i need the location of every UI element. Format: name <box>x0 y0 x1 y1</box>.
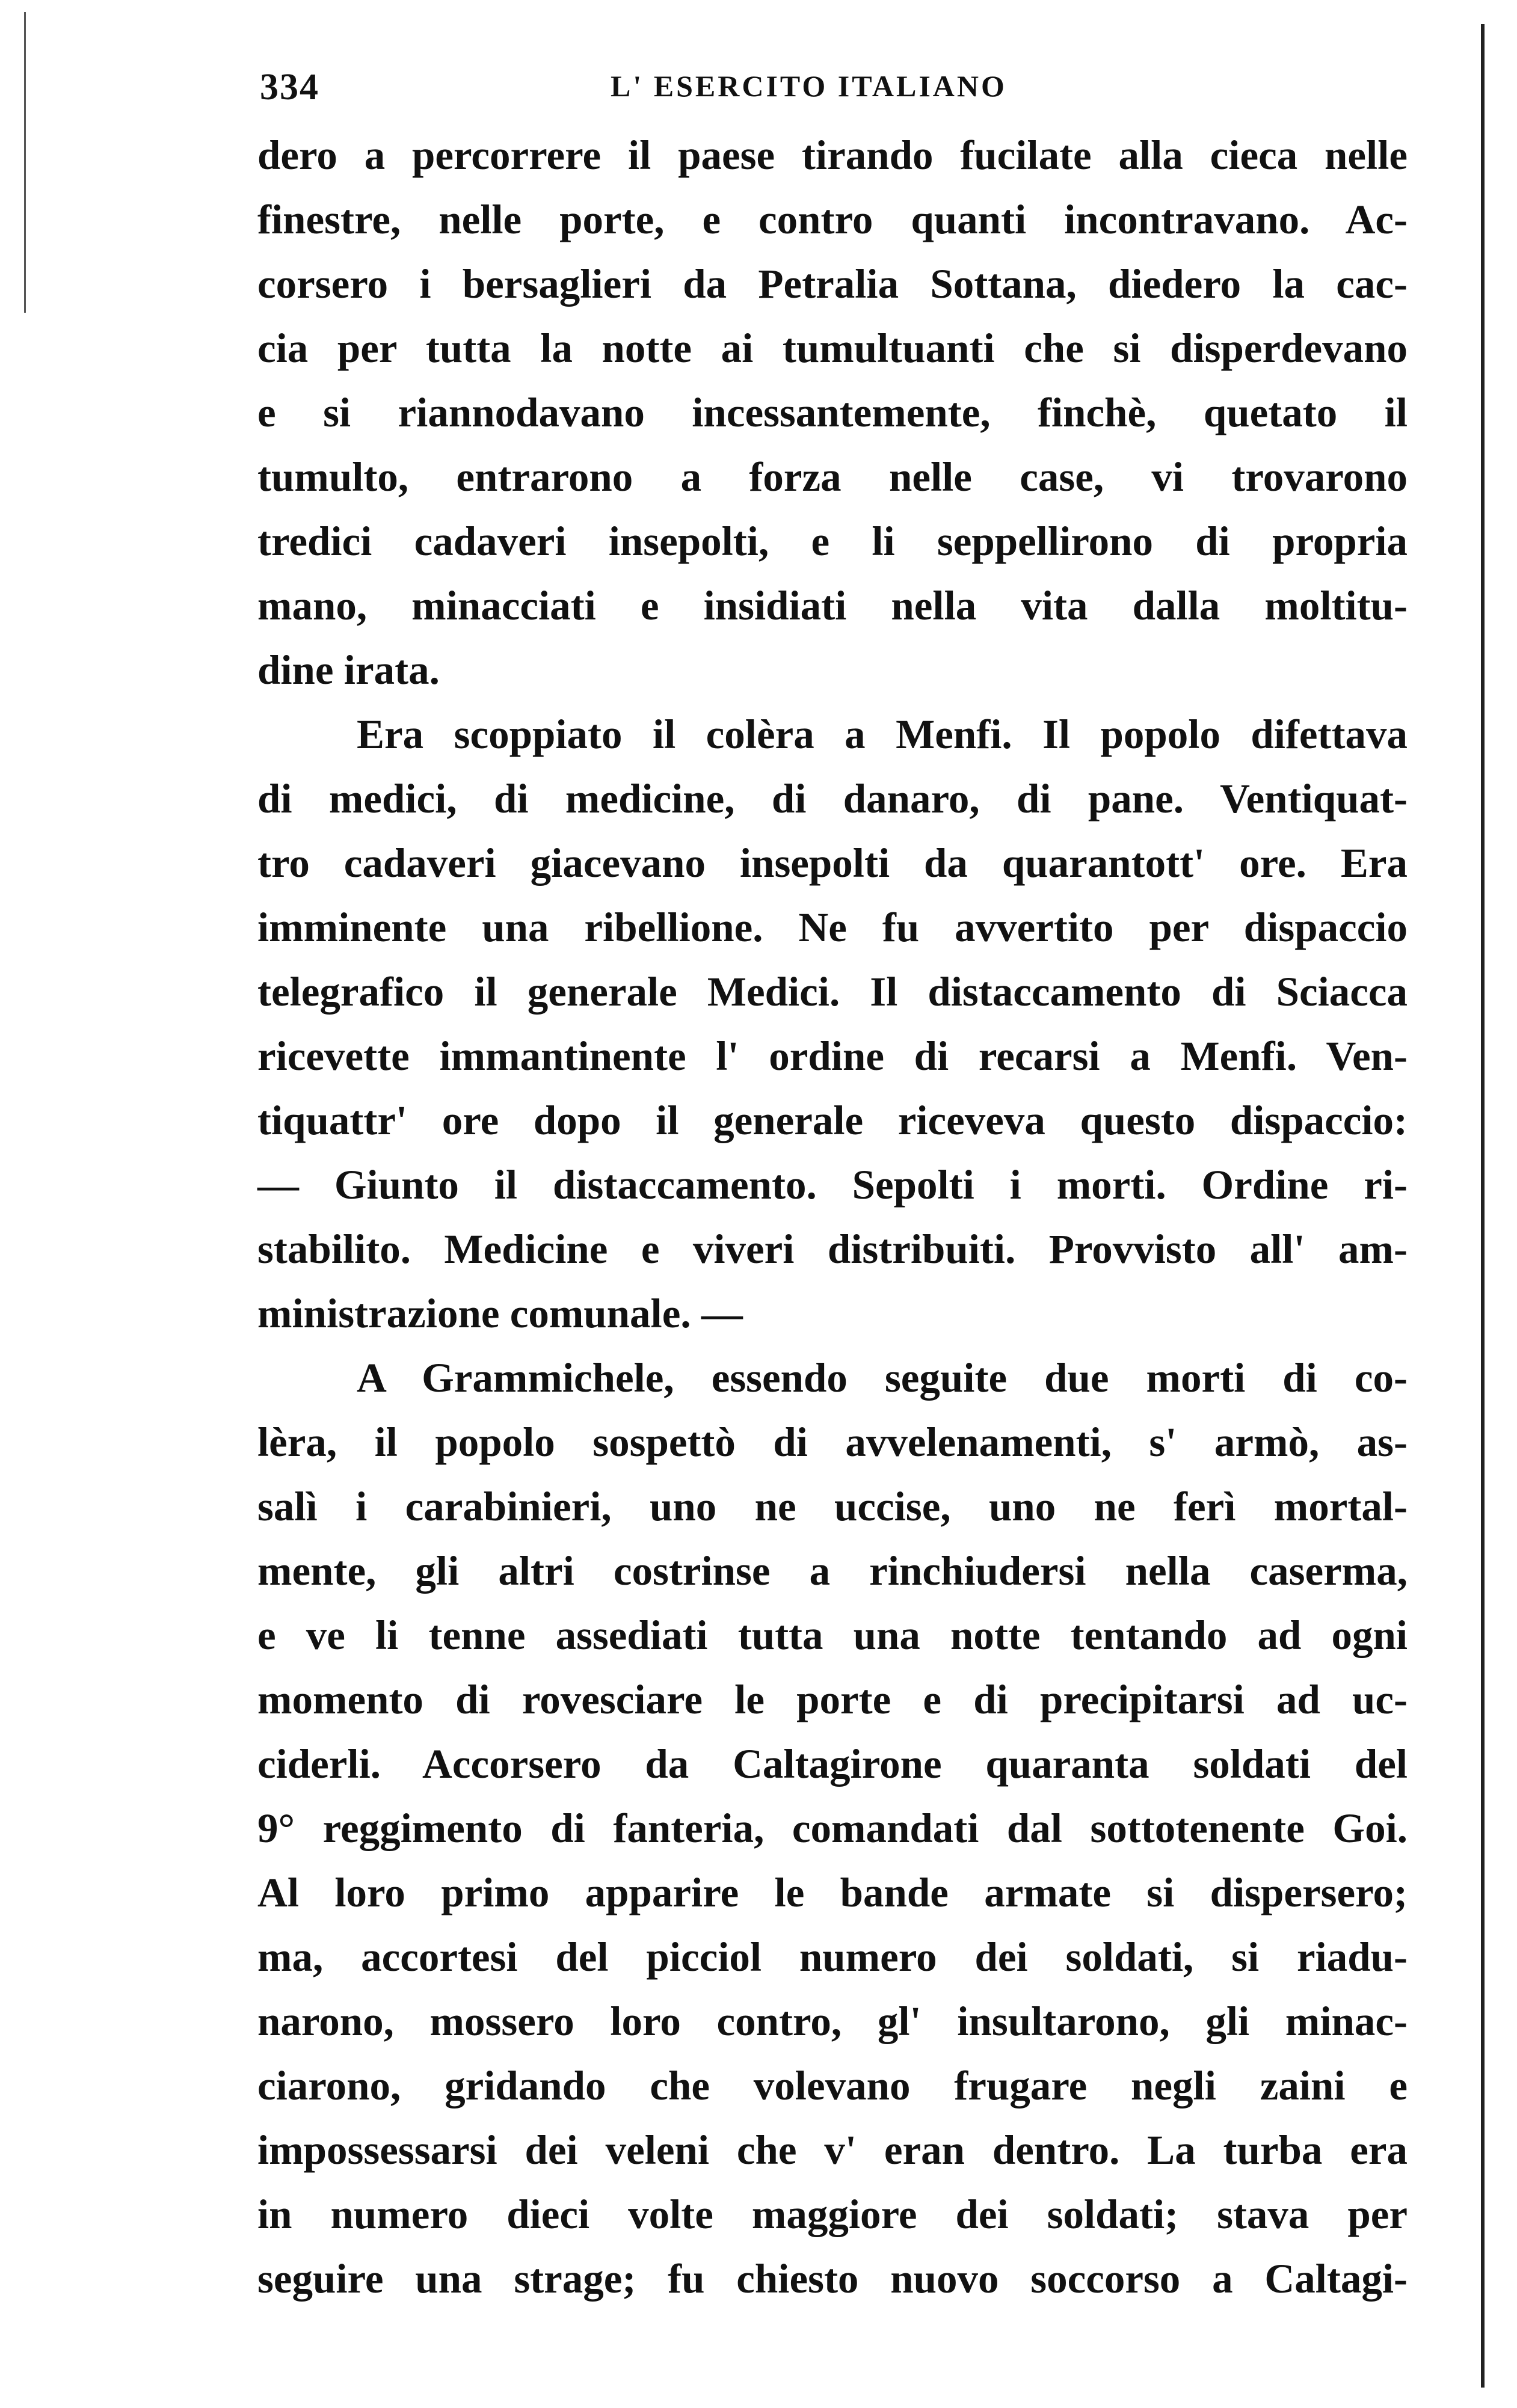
running-title: L' ESERCITO ITALIANO <box>611 69 1007 103</box>
text-line: di medici, di medicine, di danaro, di pane. Ventiquat- <box>257 776 1408 822</box>
page-number: 334 <box>260 67 319 108</box>
text-line: e si riannodavano incessantemente, finchè, quetato il <box>257 390 1408 435</box>
text-line: dero a percorrere il paese tirando fucilate alla cieca nelle <box>257 132 1408 178</box>
text-line: impossessarsi dei veleni che v' eran dentro. La turba era <box>257 2127 1408 2173</box>
text-line: ciarono, gridando che volevano frugare negli zaini e <box>257 2063 1408 2109</box>
text-line: seguire una strage; fu chiesto nuovo soccorso a Caltagi- <box>257 2256 1408 2302</box>
page-header <box>253 60 1426 132</box>
text-line: tro cadaveri giacevano insepolti da quarantott' ore. Era <box>257 840 1408 886</box>
text-line: A Grammichele, essendo seguite due morti di co- <box>357 1355 1408 1401</box>
text-line: ricevette immantinente l' ordine di recarsi a Menfi. Ven- <box>257 1033 1408 1079</box>
text-line: salì i carabinieri, uno ne uccise, uno ne ferì mortal- <box>257 1484 1408 1529</box>
text-line: ciderli. Accorsero da Caltagirone quaranta soldati del <box>257 1741 1408 1787</box>
text-line: imminente una ribellione. Ne fu avvertito per dispaccio <box>257 905 1408 950</box>
text-line: e ve li tenne assediati tutta una notte tentando ad ogni <box>257 1612 1408 1658</box>
text-line: tredici cadaveri insepolti, e li seppellirono di propria <box>257 518 1408 564</box>
text-line: stabilito. Medicine e viveri distribuiti. Provvisto all' am- <box>257 1226 1408 1272</box>
text-line: ministrazione comunale. — <box>257 1291 743 1336</box>
text-line: ma, accortesi del picciol numero dei soldati, si riadu- <box>257 1934 1408 1980</box>
text-line: 9° reggimento di fanteria, comandati dal sottotenente Goi. <box>257 1805 1408 1851</box>
text-line: cia per tutta la notte ai tumultuanti che si disperdevano <box>257 325 1408 371</box>
text-line: dine irata. <box>257 647 440 693</box>
text-line: tumulto, entrarono a forza nelle case, vi trovarono <box>257 454 1408 500</box>
scan-edge-left <box>24 12 26 313</box>
text-line: Al loro primo apparire le bande armate si dispersero; <box>257 1870 1408 1915</box>
text-line: momento di rovesciare le porte e di precipitarsi ad uc- <box>257 1677 1408 1722</box>
text-line: — Giunto il distaccamento. Sepolti i morti. Ordine ri- <box>257 1162 1408 1208</box>
text-line: narono, mossero loro contro, gl' insultarono, gli minac- <box>257 1998 1408 2044</box>
text-line: corsero i bersaglieri da Petralia Sottana, diedero la cac- <box>257 261 1408 307</box>
text-line: finestre, nelle porte, e contro quanti incontravano. Ac- <box>257 197 1408 242</box>
text-line: mente, gli altri costrinse a rinchiudersi nella caserma, <box>257 1548 1408 1594</box>
scan-edge-right <box>1481 24 1485 2388</box>
body-text <box>257 123 1408 2311</box>
text-line: lèra, il popolo sospettò di avvelenamenti, s' armò, as- <box>257 1419 1408 1465</box>
text-line: tiquattr' ore dopo il generale riceveva questo dispaccio: <box>257 1098 1408 1143</box>
text-line: telegrafico il generale Medici. Il distaccamento di Sciacca <box>257 969 1408 1015</box>
text-line: in numero dieci volte maggiore dei soldati; stava per <box>257 2191 1408 2237</box>
text-line: Era scoppiato il colèra a Menfi. Il popolo difettava <box>357 711 1408 757</box>
text-line: mano, minacciati e insidiati nella vita dalla moltitu- <box>257 583 1408 628</box>
